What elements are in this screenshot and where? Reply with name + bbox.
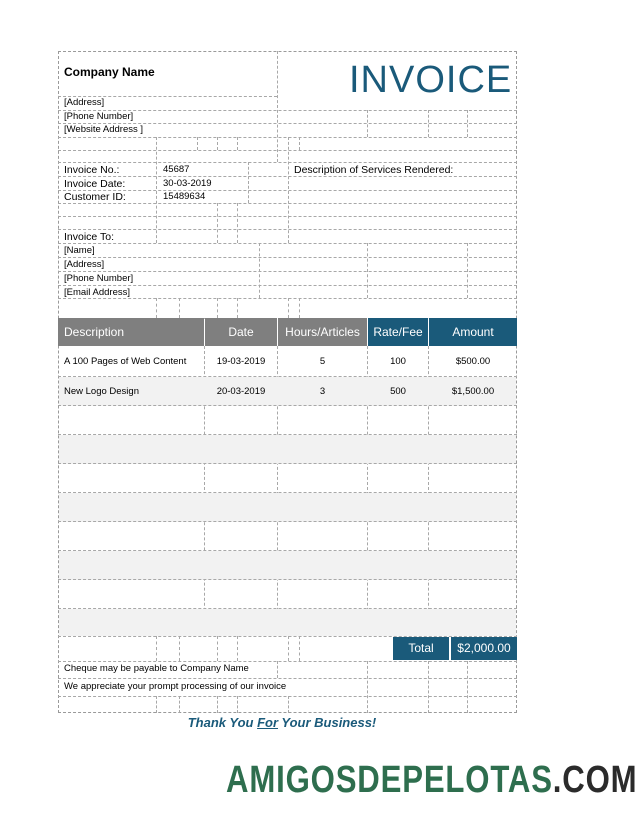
company-website[interactable]: [Website Address ] (64, 124, 144, 135)
watermark-domain: .COM (552, 759, 637, 801)
grid-line (58, 678, 517, 679)
bill-to-phone[interactable]: [Phone Number] (64, 273, 134, 284)
row-amount: $500.00 (455, 356, 491, 367)
grid-line (156, 298, 157, 318)
grid-line (156, 636, 157, 661)
table-row[interactable] (59, 493, 516, 522)
grid-line (58, 285, 517, 286)
grid-line (217, 298, 218, 318)
grid-line (58, 661, 517, 662)
watermark-name: AMIGOSDEPELOTAS (226, 759, 553, 801)
table-row[interactable] (59, 435, 516, 464)
total-label: Total (393, 637, 449, 660)
grid-line (467, 243, 468, 298)
invoice-number-label: Invoice No.: (64, 164, 120, 176)
row-rate: 500 (390, 386, 406, 397)
table-row[interactable] (59, 580, 516, 609)
grid-line (58, 257, 517, 258)
grid-line (179, 696, 180, 713)
grid-line (237, 696, 238, 713)
cheque-note[interactable]: Cheque may be payable to Company Name (64, 663, 249, 674)
grid-line (277, 661, 278, 678)
bill-to-name[interactable]: [Name] (64, 245, 95, 256)
invoice-to-label: Invoice To: (64, 231, 115, 243)
grid-line (259, 243, 260, 298)
grid-line (367, 110, 368, 137)
services-label: Description of Services Rendered: (294, 164, 454, 176)
column-header-amount: Amount (429, 318, 517, 346)
appreciation-note[interactable]: We appreciate your prompt processing of our invoice (64, 681, 287, 692)
row-hours: 5 (319, 356, 326, 367)
grid-line (299, 137, 300, 150)
grid-line (428, 110, 429, 137)
company-address[interactable]: [Address] (64, 97, 105, 108)
grid-line (299, 636, 300, 661)
row-rate: 100 (390, 356, 406, 367)
grid-line (179, 636, 180, 661)
grid-line (156, 137, 157, 243)
column-header-date: Date (205, 318, 277, 346)
customer-id-label: Customer ID: (64, 191, 126, 203)
invoice-number-value[interactable]: 45687 (163, 164, 190, 175)
thank-you-text: Thank You (187, 715, 258, 730)
row-description: A 100 Pages of Web Content (64, 356, 187, 367)
grid-line (248, 162, 249, 203)
customer-id-value[interactable]: 15489634 (163, 191, 206, 202)
table-row[interactable] (59, 464, 516, 493)
site-watermark (226, 756, 637, 804)
column-header-description: Description (58, 318, 204, 346)
grid-line (288, 636, 289, 661)
row-amount: $1,500.00 (451, 386, 495, 397)
thank-you-text-end: Your Business! (278, 715, 377, 730)
grid-line (467, 661, 468, 713)
thank-you-message (0, 714, 564, 732)
grid-line (367, 243, 368, 298)
row-date: 20-03-2019 (216, 386, 266, 397)
grid-line (288, 298, 289, 318)
grid-line (237, 203, 238, 243)
company-phone[interactable]: [Phone Number] (64, 111, 134, 122)
grid-line (217, 203, 218, 243)
grid-line (237, 298, 238, 318)
thank-you-emphasis: For (257, 715, 279, 730)
grid-line (288, 137, 289, 243)
invoice-date-value[interactable]: 30-03-2019 (163, 178, 212, 189)
grid-line (237, 636, 238, 661)
grid-line (467, 110, 468, 137)
row-date: 19-03-2019 (216, 356, 266, 367)
grid-line (288, 696, 289, 713)
invoice-date-label: Invoice Date: (64, 178, 126, 190)
grid-line (58, 271, 517, 272)
invoice-title: INVOICE (349, 59, 513, 101)
table-row[interactable] (59, 551, 516, 580)
grid-line (217, 636, 218, 661)
row-hours: 3 (319, 386, 326, 397)
table-row[interactable] (59, 377, 516, 406)
table-row[interactable] (59, 522, 516, 551)
grid-line (197, 137, 198, 150)
column-header-hours: Hours/Articles (278, 318, 367, 346)
grid-line (217, 696, 218, 713)
grid-line (237, 137, 238, 150)
grid-line (428, 661, 429, 713)
table-row[interactable] (59, 609, 516, 636)
grid-line (58, 243, 517, 244)
table-row[interactable] (59, 406, 516, 435)
grid-line (299, 298, 300, 318)
bill-to-address[interactable]: [Address] (64, 259, 105, 270)
table-row[interactable] (59, 347, 516, 376)
column-header-rate: Rate/Fee (368, 318, 428, 346)
total-value: $2,000.00 (451, 637, 517, 660)
bill-to-email[interactable]: [Email Address] (64, 287, 130, 298)
grid-line (277, 51, 278, 162)
grid-line (217, 137, 218, 150)
company-name[interactable]: Company Name (64, 65, 155, 79)
grid-line (367, 661, 368, 713)
grid-line (156, 696, 157, 713)
row-description: New Logo Design (64, 386, 139, 397)
grid-line (179, 298, 180, 318)
